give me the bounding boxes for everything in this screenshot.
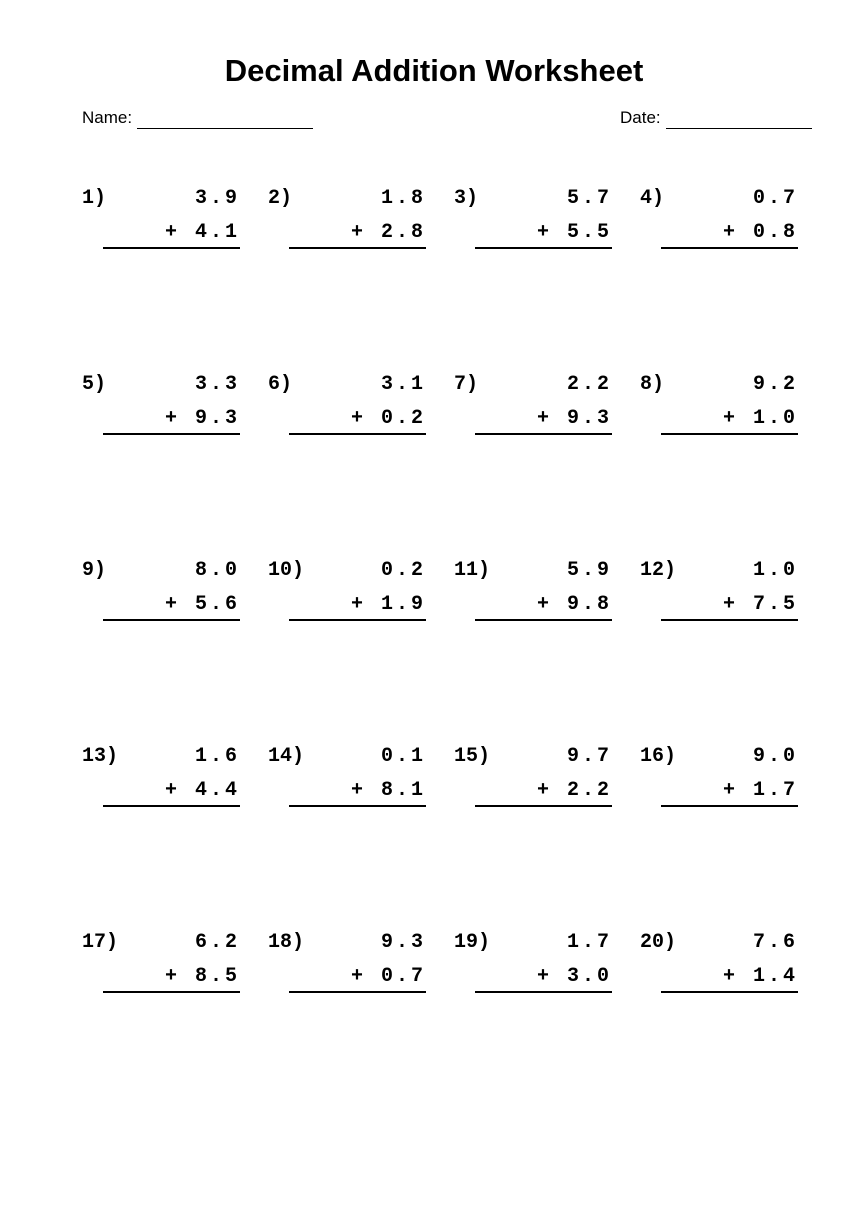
answer-line — [475, 805, 612, 807]
answer-line — [289, 247, 426, 249]
first-addend: 8.0 — [194, 559, 240, 582]
first-addend: 0.7 — [752, 187, 798, 210]
answer-line — [475, 433, 612, 435]
problem-item — [82, 559, 268, 745]
second-addend: + 1.7 — [722, 779, 798, 802]
problem-number: 1) — [82, 187, 107, 210]
answer-line — [289, 805, 426, 807]
problem-number: 9) — [82, 559, 107, 582]
first-addend: 0.2 — [380, 559, 426, 582]
problem-number: 19) — [454, 931, 491, 954]
problem-number: 2) — [268, 187, 293, 210]
problem-item — [268, 559, 454, 745]
answer-line — [289, 991, 426, 993]
second-addend: + 7.5 — [722, 593, 798, 616]
second-addend: + 3.0 — [536, 965, 612, 988]
problem-number: 3) — [454, 187, 479, 210]
problem-number: 18) — [268, 931, 305, 954]
problem-item — [640, 559, 826, 745]
date-label: Date: — [620, 108, 661, 127]
problem-number: 16) — [640, 745, 677, 768]
first-addend: 7.6 — [752, 931, 798, 954]
second-addend: + 9.3 — [164, 407, 240, 430]
worksheet-title: Decimal Addition Worksheet — [224, 53, 644, 88]
first-addend: 1.8 — [380, 187, 426, 210]
problem-number: 6) — [268, 373, 293, 396]
answer-line — [661, 805, 798, 807]
second-addend: + 5.6 — [164, 593, 240, 616]
problem-number: 7) — [454, 373, 479, 396]
problem-item — [454, 187, 640, 373]
second-addend: + 0.7 — [350, 965, 426, 988]
first-addend: 2.2 — [566, 373, 612, 396]
second-addend: + 9.3 — [536, 407, 612, 430]
first-addend: 6.2 — [194, 931, 240, 954]
answer-line — [289, 433, 426, 435]
first-addend: 5.7 — [566, 187, 612, 210]
answer-line — [661, 991, 798, 993]
name-blank-line[interactable] — [137, 112, 313, 129]
answer-line — [475, 619, 612, 621]
second-addend: + 0.2 — [350, 407, 426, 430]
second-addend: + 8.5 — [164, 965, 240, 988]
name-label: Name: — [82, 108, 133, 127]
first-addend: 1.7 — [566, 931, 612, 954]
problem-number: 10) — [268, 559, 305, 582]
second-addend: + 9.8 — [536, 593, 612, 616]
name-field — [82, 107, 313, 129]
second-addend: + 2.8 — [350, 221, 426, 244]
second-addend: + 4.4 — [164, 779, 240, 802]
problem-number: 17) — [82, 931, 119, 954]
second-addend: + 1.9 — [350, 593, 426, 616]
first-addend: 9.0 — [752, 745, 798, 768]
problem-item — [82, 745, 268, 931]
date-field — [620, 107, 812, 129]
problem-number: 11) — [454, 559, 491, 582]
first-addend: 9.2 — [752, 373, 798, 396]
problem-grid — [82, 187, 826, 1117]
second-addend: + 4.1 — [164, 221, 240, 244]
answer-line — [103, 247, 240, 249]
problem-number: 20) — [640, 931, 677, 954]
first-addend: 3.9 — [194, 187, 240, 210]
answer-line — [475, 247, 612, 249]
first-addend: 3.3 — [194, 373, 240, 396]
answer-line — [289, 619, 426, 621]
problem-item — [454, 373, 640, 559]
first-addend: 1.0 — [752, 559, 798, 582]
answer-line — [475, 991, 612, 993]
date-blank-line[interactable] — [666, 112, 812, 129]
first-addend: 5.9 — [566, 559, 612, 582]
problem-number: 8) — [640, 373, 665, 396]
problem-item — [268, 187, 454, 373]
problem-item — [268, 373, 454, 559]
problem-number: 5) — [82, 373, 107, 396]
second-addend: + 8.1 — [350, 779, 426, 802]
first-addend: 9.7 — [566, 745, 612, 768]
first-addend: 9.3 — [380, 931, 426, 954]
answer-line — [661, 619, 798, 621]
problem-item — [82, 931, 268, 1117]
first-addend: 3.1 — [380, 373, 426, 396]
problem-item — [82, 373, 268, 559]
answer-line — [103, 991, 240, 993]
problem-number: 15) — [454, 745, 491, 768]
first-addend: 1.6 — [194, 745, 240, 768]
problem-number: 12) — [640, 559, 677, 582]
problem-number: 4) — [640, 187, 665, 210]
first-addend: 0.1 — [380, 745, 426, 768]
problem-item — [82, 187, 268, 373]
answer-line — [103, 619, 240, 621]
problem-item — [640, 187, 826, 373]
answer-line — [661, 247, 798, 249]
answer-line — [661, 433, 798, 435]
problem-item — [640, 931, 826, 1117]
problem-number: 13) — [82, 745, 119, 768]
answer-line — [103, 433, 240, 435]
second-addend: + 2.2 — [536, 779, 612, 802]
problem-item — [454, 559, 640, 745]
second-addend: + 1.4 — [722, 965, 798, 988]
second-addend: + 5.5 — [536, 221, 612, 244]
problem-item — [640, 745, 826, 931]
problem-item — [268, 931, 454, 1117]
second-addend: + 1.0 — [722, 407, 798, 430]
problem-number: 14) — [268, 745, 305, 768]
problem-item — [454, 931, 640, 1117]
problem-item — [268, 745, 454, 931]
problem-item — [640, 373, 826, 559]
answer-line — [103, 805, 240, 807]
problem-item — [454, 745, 640, 931]
second-addend: + 0.8 — [722, 221, 798, 244]
